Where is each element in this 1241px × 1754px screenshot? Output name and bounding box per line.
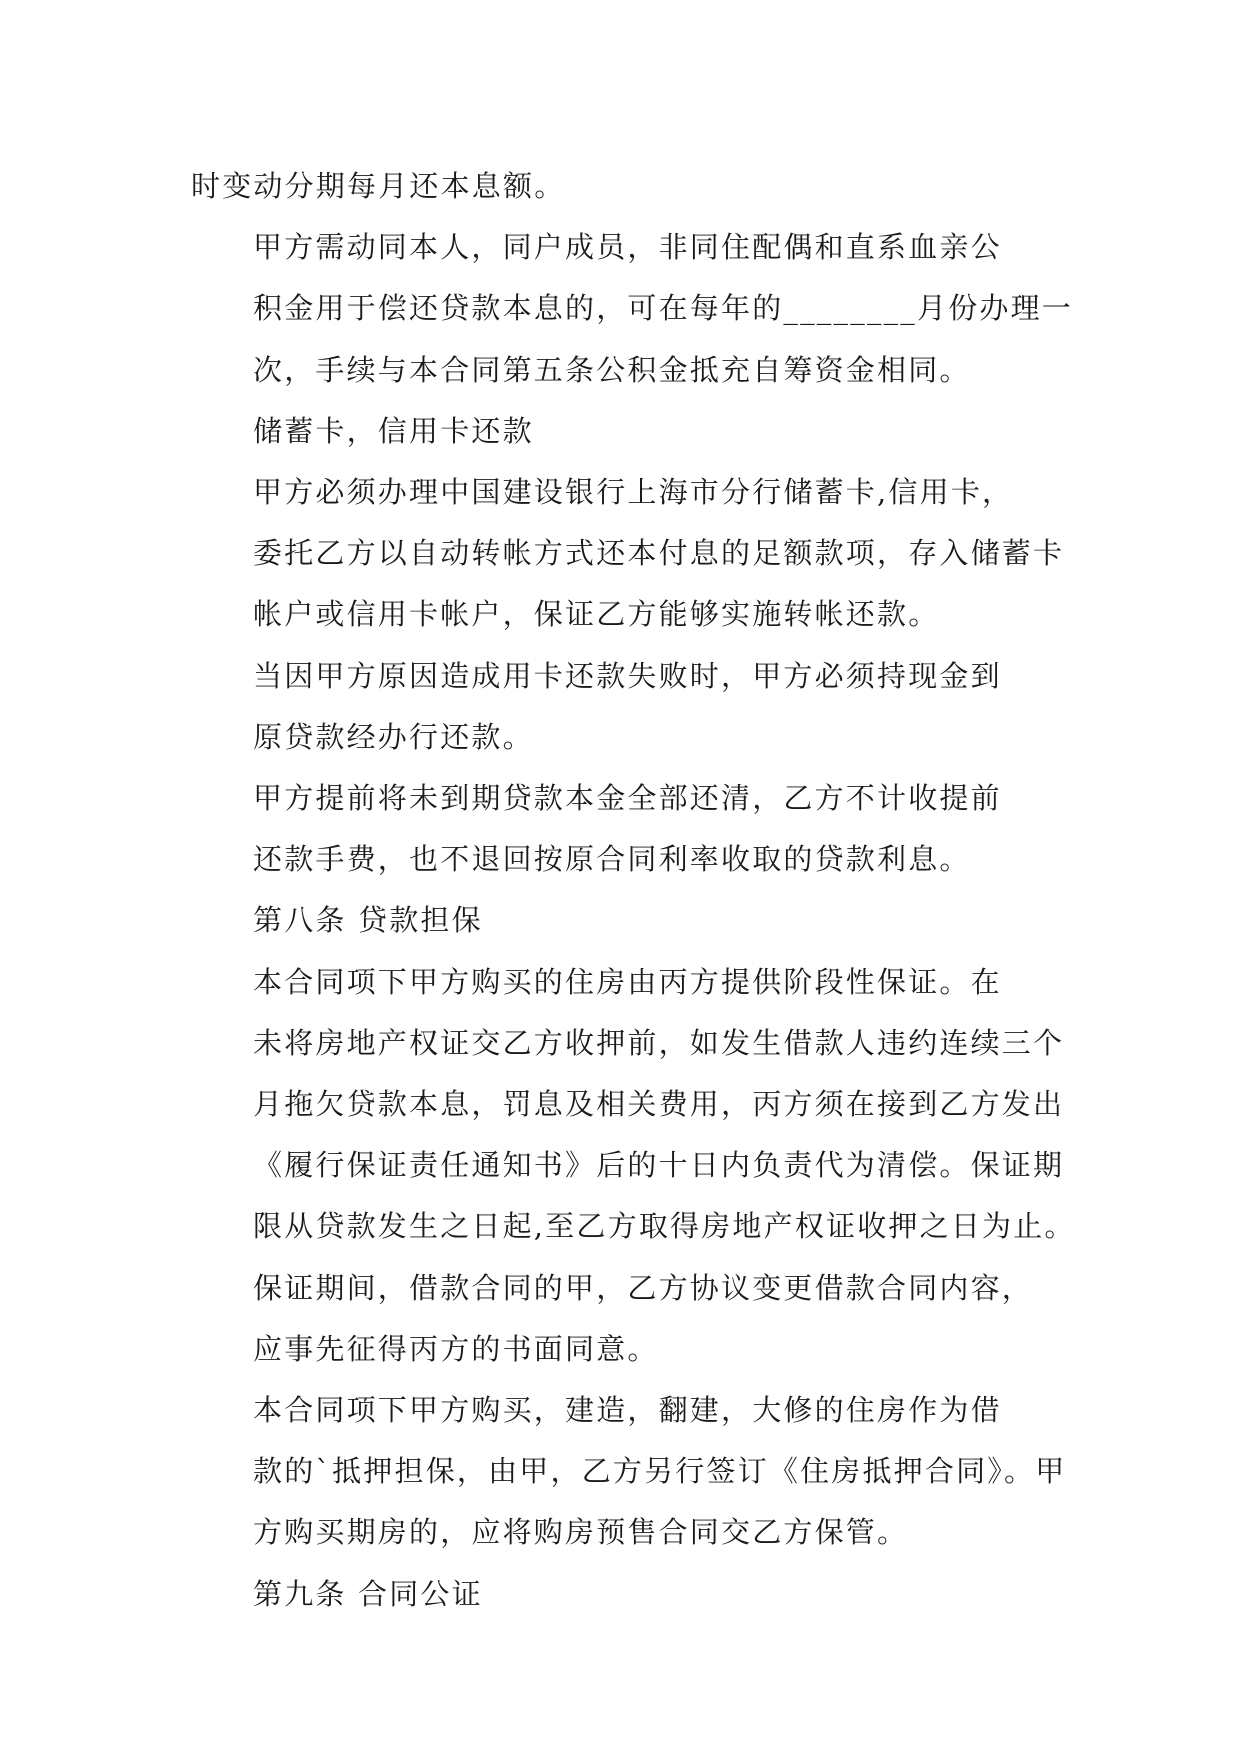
text-line: 未将房地产权证交乙方收押前，如发生借款人违约连续三个 — [253, 1025, 1065, 1060]
text-line: 本合同项下甲方购买，建造，翻建，大修的住房作为借 — [253, 1393, 1002, 1428]
paragraph — [191, 217, 1074, 401]
text-line: 还款手费，也不退回按原合同利率收取的贷款利息。 — [253, 842, 971, 877]
text-line: 甲方必须办理中国建设银行上海市分行储蓄卡,信用卡， — [253, 475, 1014, 510]
text-line: 保证期间，借款合同的甲，乙方协议变更借款合同内容， — [253, 1270, 1034, 1305]
paragraph — [191, 462, 1065, 646]
paragraph — [191, 890, 1061, 951]
paragraph — [191, 952, 1076, 1258]
paragraph — [191, 156, 1061, 217]
text-line: 应事先征得丙方的书面同意。 — [253, 1331, 659, 1366]
text-line: 甲方提前将未到期贷款本金全部还清，乙方不计收提前 — [253, 781, 1002, 816]
text-line: 《履行保证责任通知书》后的十日内负责代为清偿。保证期 — [253, 1148, 1065, 1183]
text-line: 第九条 合同公证 — [253, 1576, 483, 1611]
text-line: 限从贷款发生之日起,至乙方取得房地产权证收押之日为止。 — [253, 1209, 1076, 1244]
paragraph — [191, 768, 1061, 890]
text-line: 甲方需动同本人，同户成员，非同住配偶和直系血亲公 — [253, 230, 1002, 265]
text-line: 帐户或信用卡帐户，保证乙方能够实施转帐还款。 — [253, 597, 940, 632]
paragraph — [191, 1380, 1067, 1564]
paragraph — [191, 401, 1061, 462]
text-line: 原贷款经办行还款。 — [253, 719, 534, 754]
text-line: 积金用于偿还贷款本息的，可在每年的________月份办理一 — [253, 291, 1074, 326]
text-line: 方购买期房的，应将购房预售合同交乙方保管。 — [253, 1515, 909, 1550]
paragraph — [191, 1564, 1061, 1625]
text-line: 次，手续与本合同第五条公积金抵充自筹资金相同。 — [253, 352, 971, 387]
text-line: 月拖欠贷款本息，罚息及相关费用，丙方须在接到乙方发出 — [253, 1087, 1065, 1122]
text-line: 本合同项下甲方购买的住房由丙方提供阶段性保证。在 — [253, 964, 1002, 999]
text-line: 时变动分期每月还本息额。 — [191, 169, 566, 203]
paragraph — [191, 1258, 1061, 1380]
text-line: 款的`抵押担保，由甲，乙方另行签订《住房抵押合同》。甲 — [253, 1454, 1067, 1489]
document-body — [191, 156, 1076, 1625]
text-line: 委托乙方以自动转帐方式还本付息的足额款项，存入储蓄卡 — [253, 536, 1065, 571]
paragraph — [191, 646, 1061, 768]
text-line: 当因甲方原因造成用卡还款失败时，甲方必须持现金到 — [253, 658, 1002, 693]
text-line: 储蓄卡，信用卡还款 — [253, 413, 534, 448]
text-line: 第八条 贷款担保 — [253, 903, 483, 938]
